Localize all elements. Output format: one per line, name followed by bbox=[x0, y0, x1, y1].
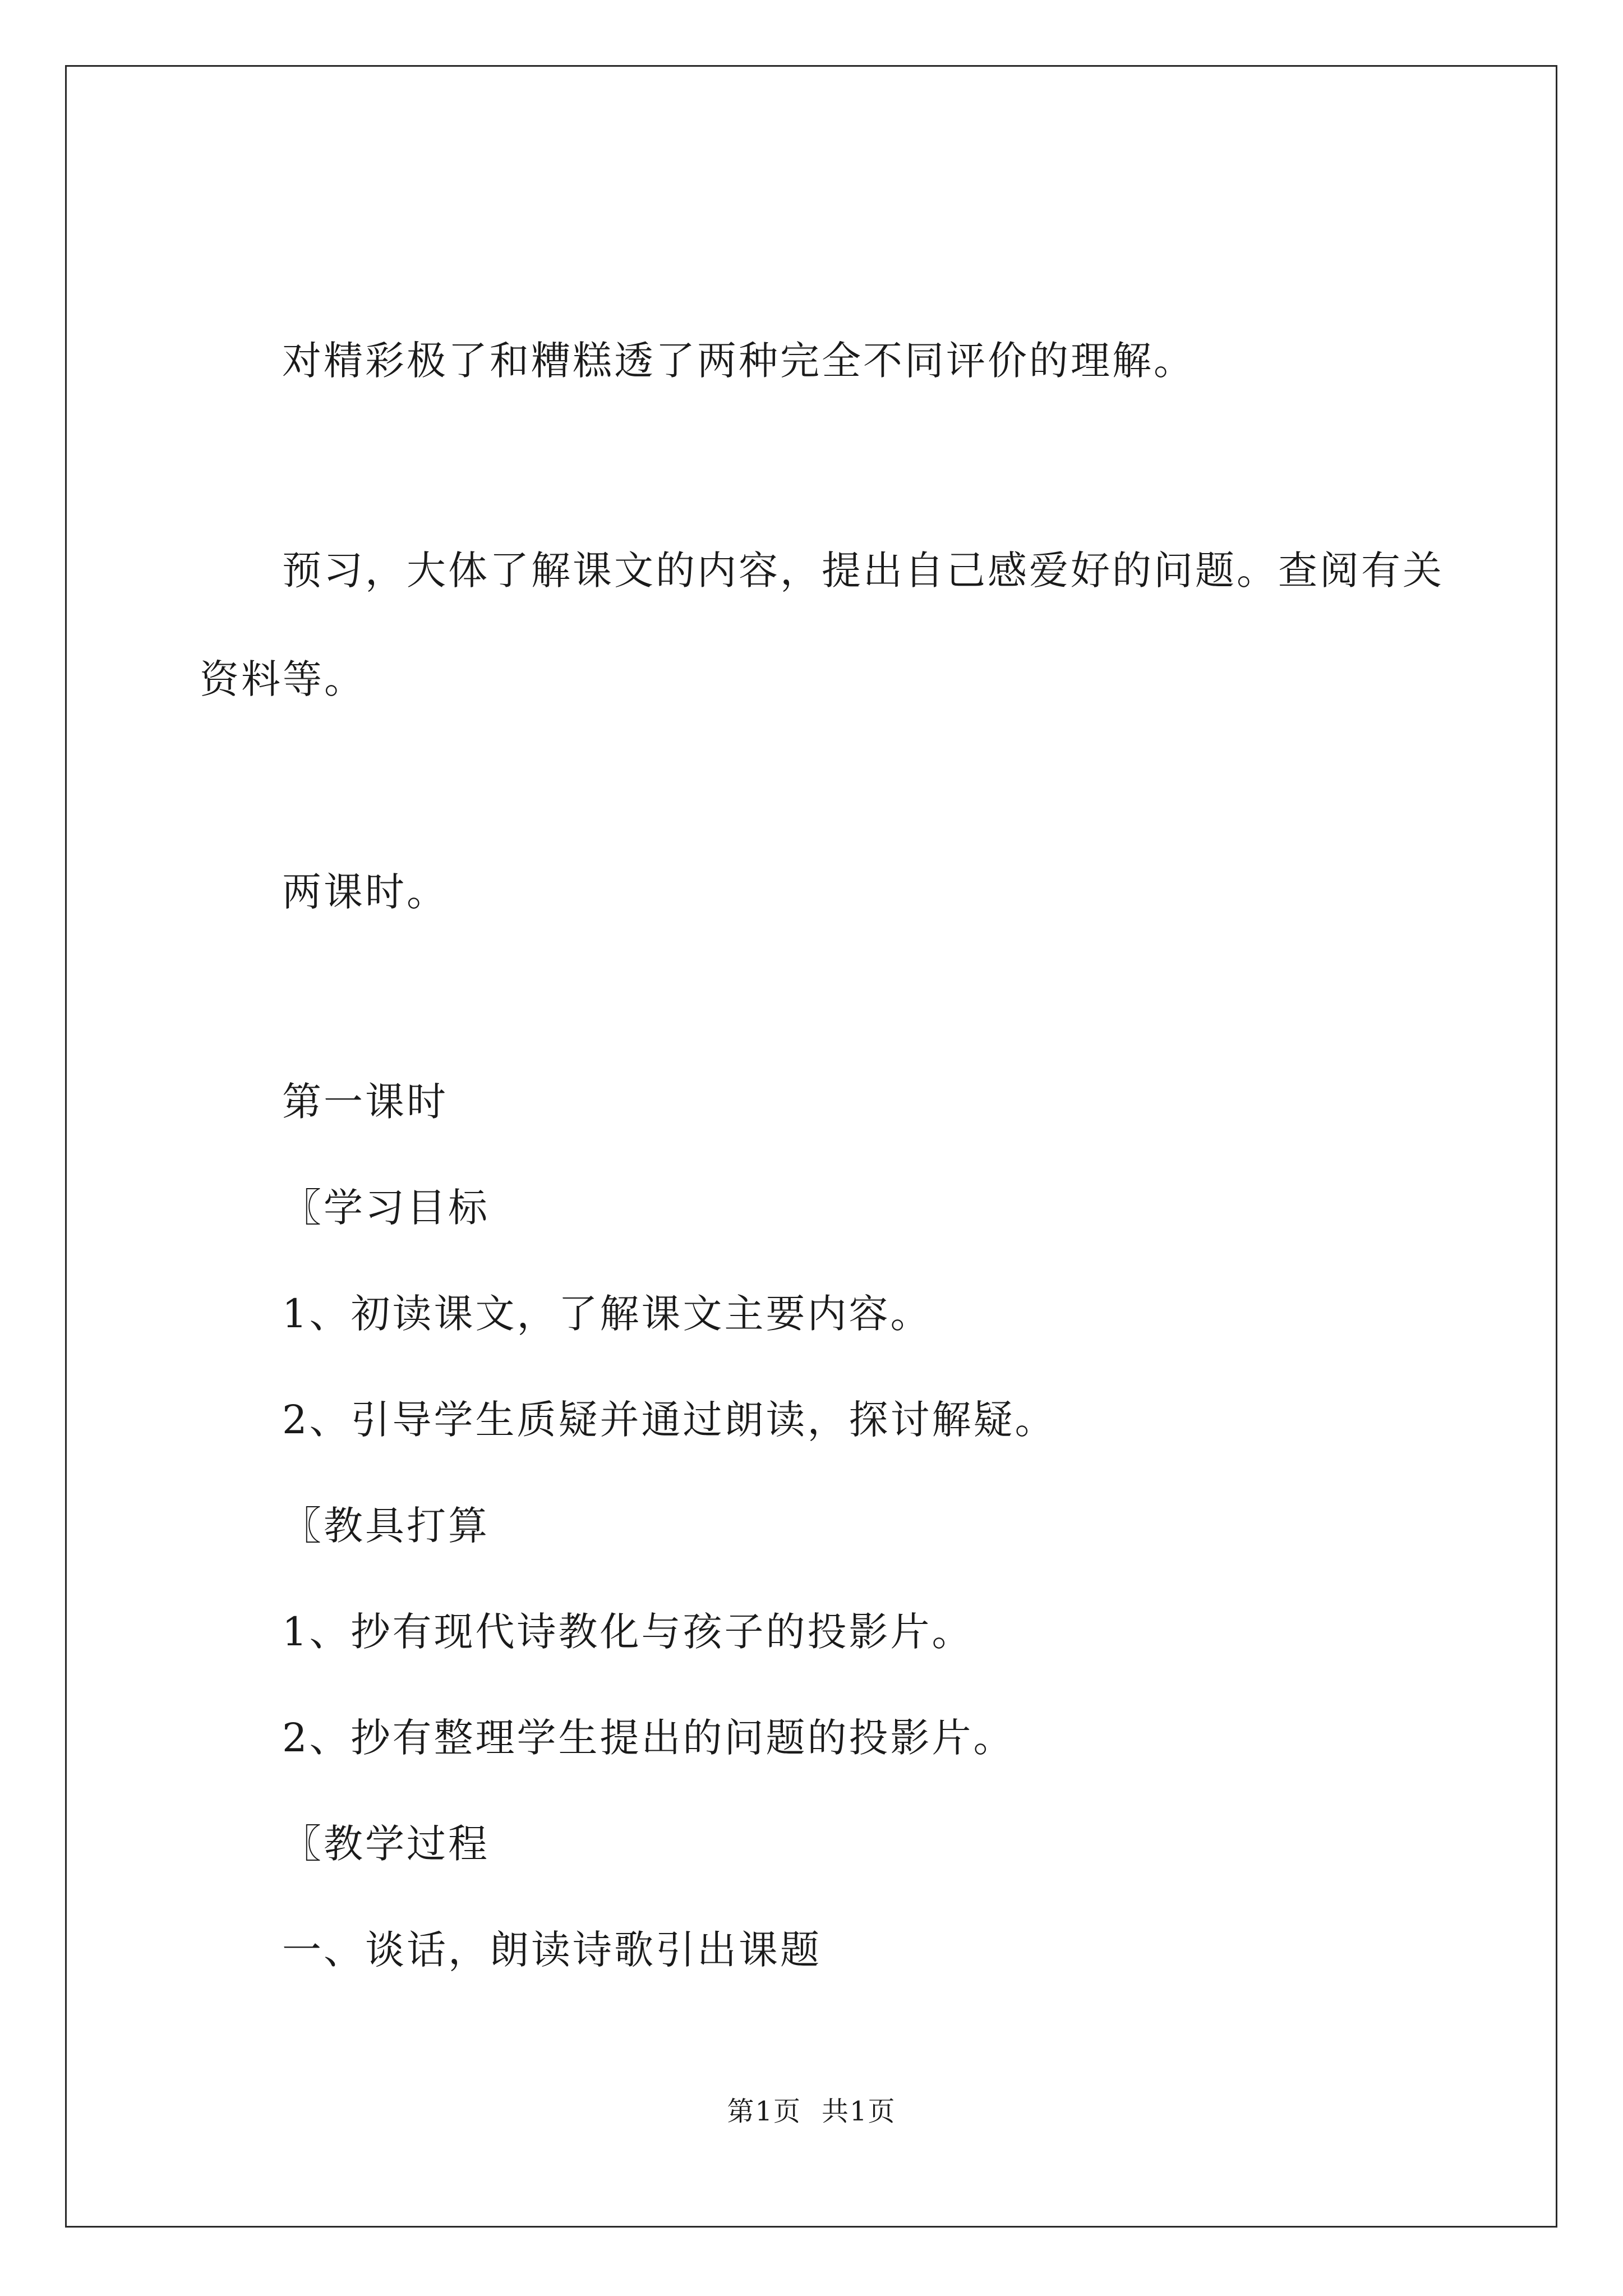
paragraph-evaluation-understanding: 对精彩极了和糟糕透了两种完全不同评价的理解。 bbox=[282, 338, 1195, 384]
page-total: 共1页 bbox=[822, 2096, 896, 2127]
section-heading-first-lesson: 第一课时 bbox=[282, 1079, 448, 1125]
list-item-process-1: 一、谈话，朗读诗歌引出课题 bbox=[282, 1927, 822, 1973]
list-item-aid-2: 2、抄有整理学生提出的问题的投影片。 bbox=[282, 1715, 1015, 1761]
paragraph-preview-line-2: 资料等。 bbox=[200, 656, 366, 702]
section-heading-teaching-aids: 〖教具打算 bbox=[282, 1503, 490, 1549]
section-heading-learning-goals: 〖学习目标 bbox=[282, 1185, 490, 1231]
list-item-goal-2: 2、引导学生质疑并通过朗读，探讨解疑。 bbox=[282, 1397, 1057, 1443]
page-border bbox=[65, 65, 1557, 2228]
list-item-goal-1: 1、初读课文，了解课文主要内容。 bbox=[282, 1291, 932, 1337]
page-number: 第1页 bbox=[727, 2096, 801, 2127]
list-item-aid-1: 1、抄有现代诗教化与孩子的投影片。 bbox=[282, 1609, 974, 1655]
page-footer bbox=[0, 2090, 1623, 2128]
section-heading-teaching-process: 〖教学过程 bbox=[282, 1821, 490, 1867]
paragraph-class-hours: 两课时。 bbox=[282, 869, 448, 915]
paragraph-preview-line-1: 预习，大体了解课文的内容，提出自己感爱好的问题。查阅有关 bbox=[282, 547, 1444, 593]
